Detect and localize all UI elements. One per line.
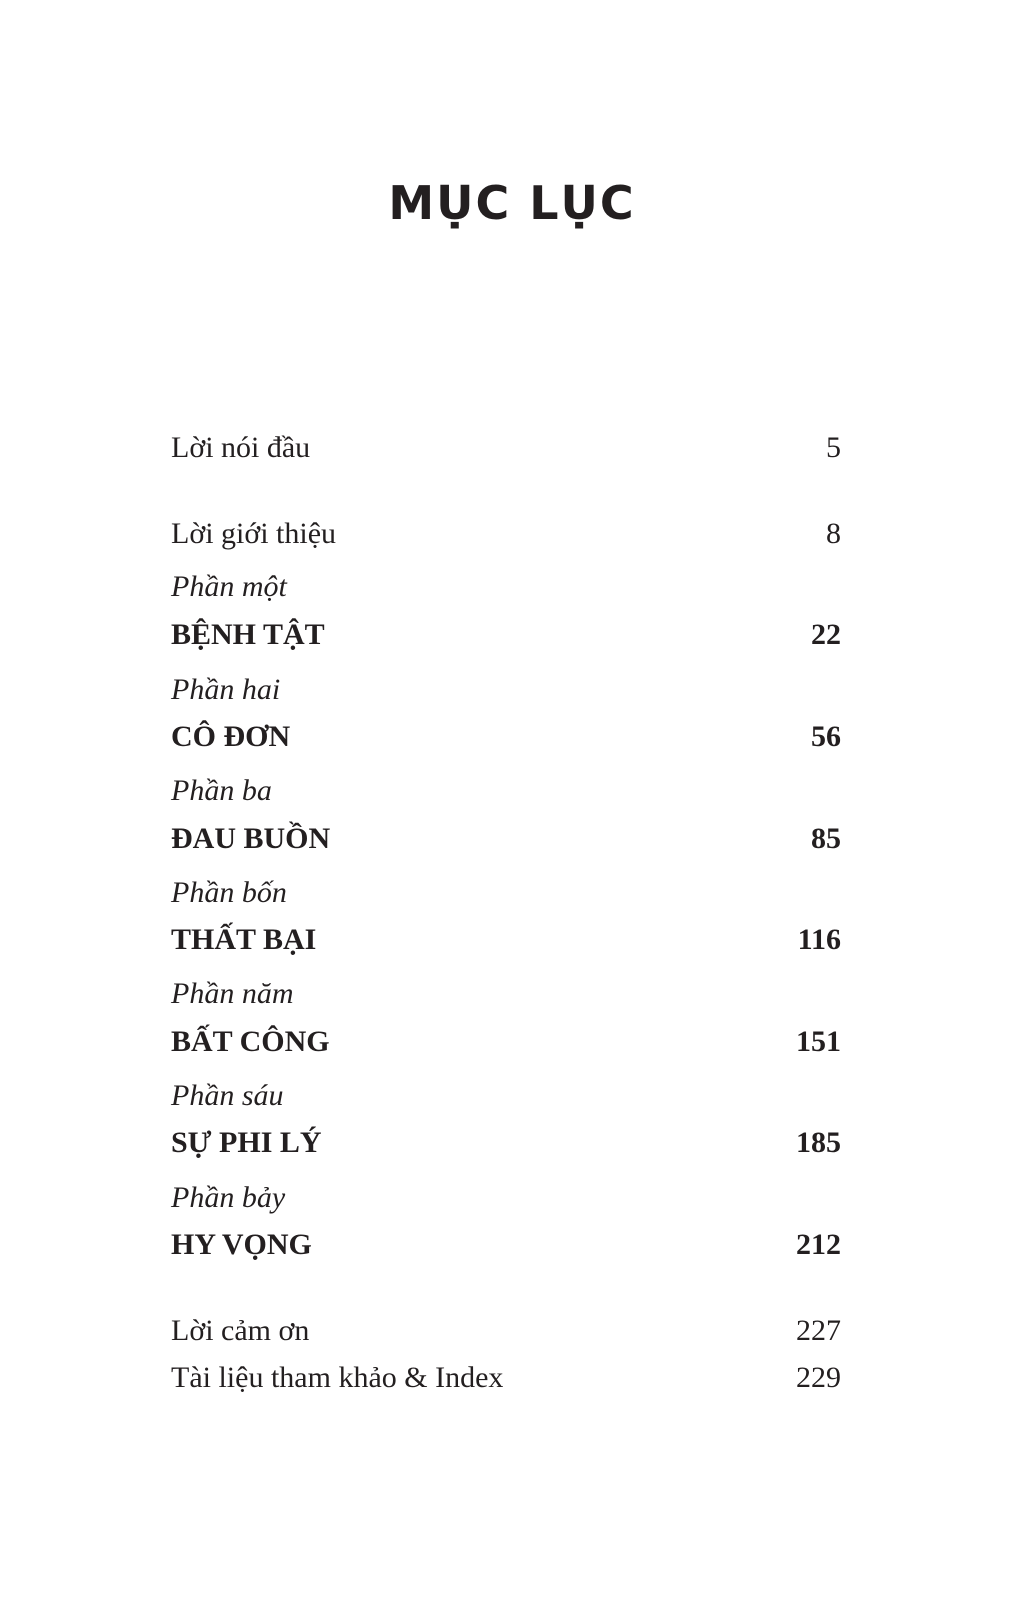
- toc-entry-preface[interactable]: [171, 430, 841, 466]
- part-label-2: Phần hai: [171, 673, 281, 706]
- part-label-4: Phần bốn: [171, 876, 287, 909]
- toc-entry-page: 85: [811, 822, 841, 855]
- toc-entry-part-7[interactable]: [171, 1227, 841, 1263]
- toc-entry-part-4[interactable]: [171, 922, 841, 958]
- toc-entry-label: Lời cảm ơn: [171, 1314, 310, 1347]
- toc-entry-label: BỆNH TẬT: [171, 618, 325, 651]
- toc-entry-references-index[interactable]: [171, 1360, 841, 1396]
- toc-entry-label: SỰ PHI LÝ: [171, 1126, 322, 1159]
- toc-entry-part-2[interactable]: [171, 719, 841, 755]
- toc-entry-page: 5: [826, 431, 841, 464]
- toc-entry-label: BẤT CÔNG: [171, 1025, 330, 1058]
- toc-entry-part-5[interactable]: [171, 1024, 841, 1060]
- toc-entry-page: 185: [796, 1126, 841, 1159]
- toc-entry-part-3[interactable]: [171, 821, 841, 857]
- part-label-6: Phần sáu: [171, 1079, 284, 1112]
- part-label-5: Phần năm: [171, 977, 294, 1010]
- toc-entry-page: 151: [796, 1025, 841, 1058]
- toc-entry-page: 56: [811, 720, 841, 753]
- toc-entry-acknowledgements[interactable]: [171, 1313, 841, 1349]
- toc-entry-page: 227: [796, 1314, 841, 1347]
- toc-entry-introduction[interactable]: [171, 516, 841, 552]
- toc-entry-label: Lời giới thiệu: [171, 517, 337, 550]
- toc-entry-label: THẤT BẠI: [171, 923, 317, 956]
- toc-entry-label: ĐAU BUỒN: [171, 822, 331, 855]
- toc-entry-page: 212: [796, 1228, 841, 1261]
- toc-entry-label: HY VỌNG: [171, 1228, 312, 1261]
- part-label-1: Phần một: [171, 570, 287, 603]
- toc-entry-part-6[interactable]: [171, 1125, 841, 1161]
- toc-entry-label: Tài liệu tham khảo & Index: [171, 1361, 504, 1394]
- toc-entry-page: 8: [826, 517, 841, 550]
- page-title: MỤC LỤC: [388, 176, 636, 230]
- toc-entry-page: 229: [796, 1361, 841, 1394]
- toc-entry-page: 22: [811, 618, 841, 651]
- toc-entry-page: 116: [797, 923, 841, 956]
- toc-entry-label: Lời nói đầu: [171, 431, 311, 464]
- part-label-3: Phần ba: [171, 774, 272, 807]
- toc-entry-part-1[interactable]: [171, 617, 841, 653]
- part-label-7: Phần bảy: [171, 1181, 286, 1214]
- toc-entry-label: CÔ ĐƠN: [171, 720, 291, 753]
